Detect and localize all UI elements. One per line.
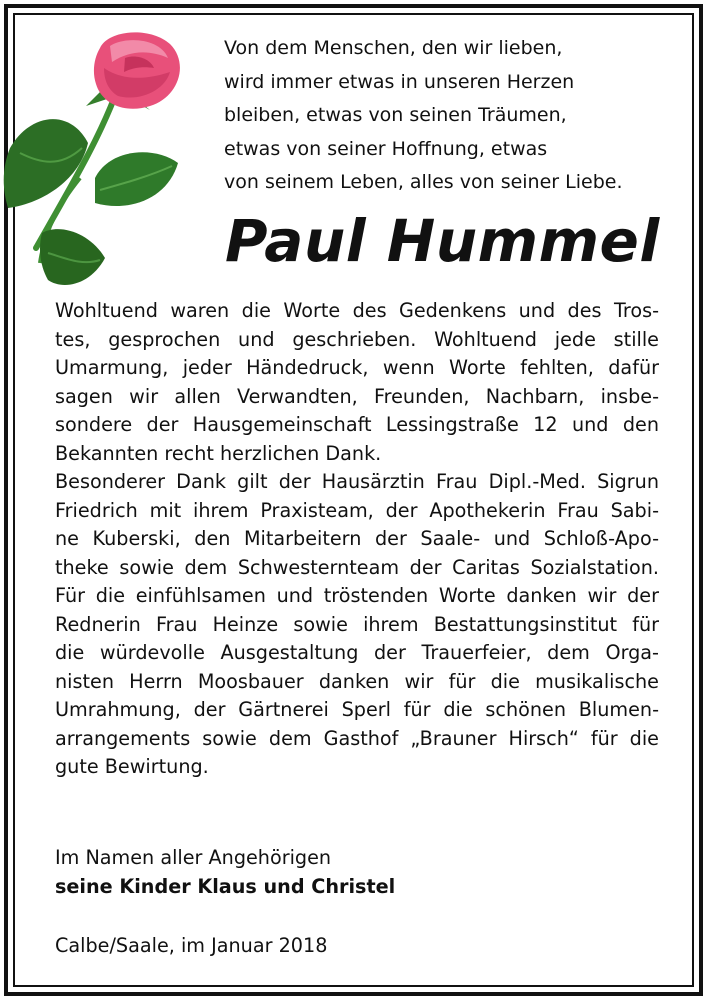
- text-line: Besonderer Dank gilt der Hausärztin Frau Dipl.-Med. Sigrun: [55, 470, 659, 493]
- text-line: sagen wir allen Verwandten, Freunden, Nachbarn, insbe-: [55, 384, 659, 408]
- text-line: theke sowie dem Schwesternteam der Caritas Sozialstation.: [55, 555, 659, 579]
- text-line: Rednerin Frau Heinze sowie ihrem Bestattungsinstitut für: [55, 612, 659, 636]
- text-line: tes, gesprochen und geschrieben. Wohltuend jede stille: [55, 327, 659, 351]
- text-line: nisten Herrn Moosbauer danken wir für die musikalische: [55, 669, 659, 693]
- rose-icon: [0, 28, 200, 293]
- poem-line: Von dem Menschen, den wir lieben,: [224, 37, 563, 59]
- poem-line: bleiben, etwas von seinen Träumen,: [224, 104, 567, 126]
- poem-line: wird immer etwas in unseren Herzen: [224, 70, 575, 93]
- text-line: die würdevolle Ausgestaltung der Trauerfeier, dem Orga-: [55, 641, 659, 664]
- text-line: sondere der Hausgemeinschaft Lessingstraße 12 und den: [55, 413, 659, 436]
- place-date: Calbe/Saale, im Januar 2018: [55, 934, 328, 957]
- poem-line: von seinem Leben, alles von seiner Liebe.: [224, 171, 623, 193]
- closing: [55, 843, 395, 901]
- text-line: Bekannten recht herzlichen Dank.: [55, 441, 382, 465]
- signatories: seine Kinder Klaus und Christel: [55, 875, 396, 898]
- text-line: ne Kuberski, den Mitarbeitern der Saale- und Schloß-Apo-: [55, 527, 659, 550]
- text-line: Umarmung, jeder Händedruck, wenn Worte fehlten, dafür: [55, 356, 659, 379]
- text-line: Friedrich mit ihrem Praxisteam, der Apothekerin Frau Sabi-: [55, 498, 659, 522]
- text-line: arrangements sowie dem Gasthof „Brauner Hirsch“ für die: [55, 726, 659, 750]
- poem: [224, 32, 684, 200]
- closing-line: Im Namen aller Angehörigen: [55, 846, 332, 869]
- text-line: Wohltuend waren die Worte des Gedenkens und des Tros-: [55, 299, 659, 322]
- deceased-name: Paul Hummel: [225, 207, 660, 275]
- poem-line: etwas von seiner Hoffnung, etwas: [224, 137, 548, 160]
- text-line: Umrahmung, der Gärtnerei Sperl für die schönen Blumen-: [55, 698, 659, 721]
- text-line: Für die einfühlsamen und tröstenden Worte danken wir der: [55, 584, 659, 607]
- text-line: gute Bewirtung.: [55, 755, 209, 778]
- acknowledgement-text: [55, 297, 659, 782]
